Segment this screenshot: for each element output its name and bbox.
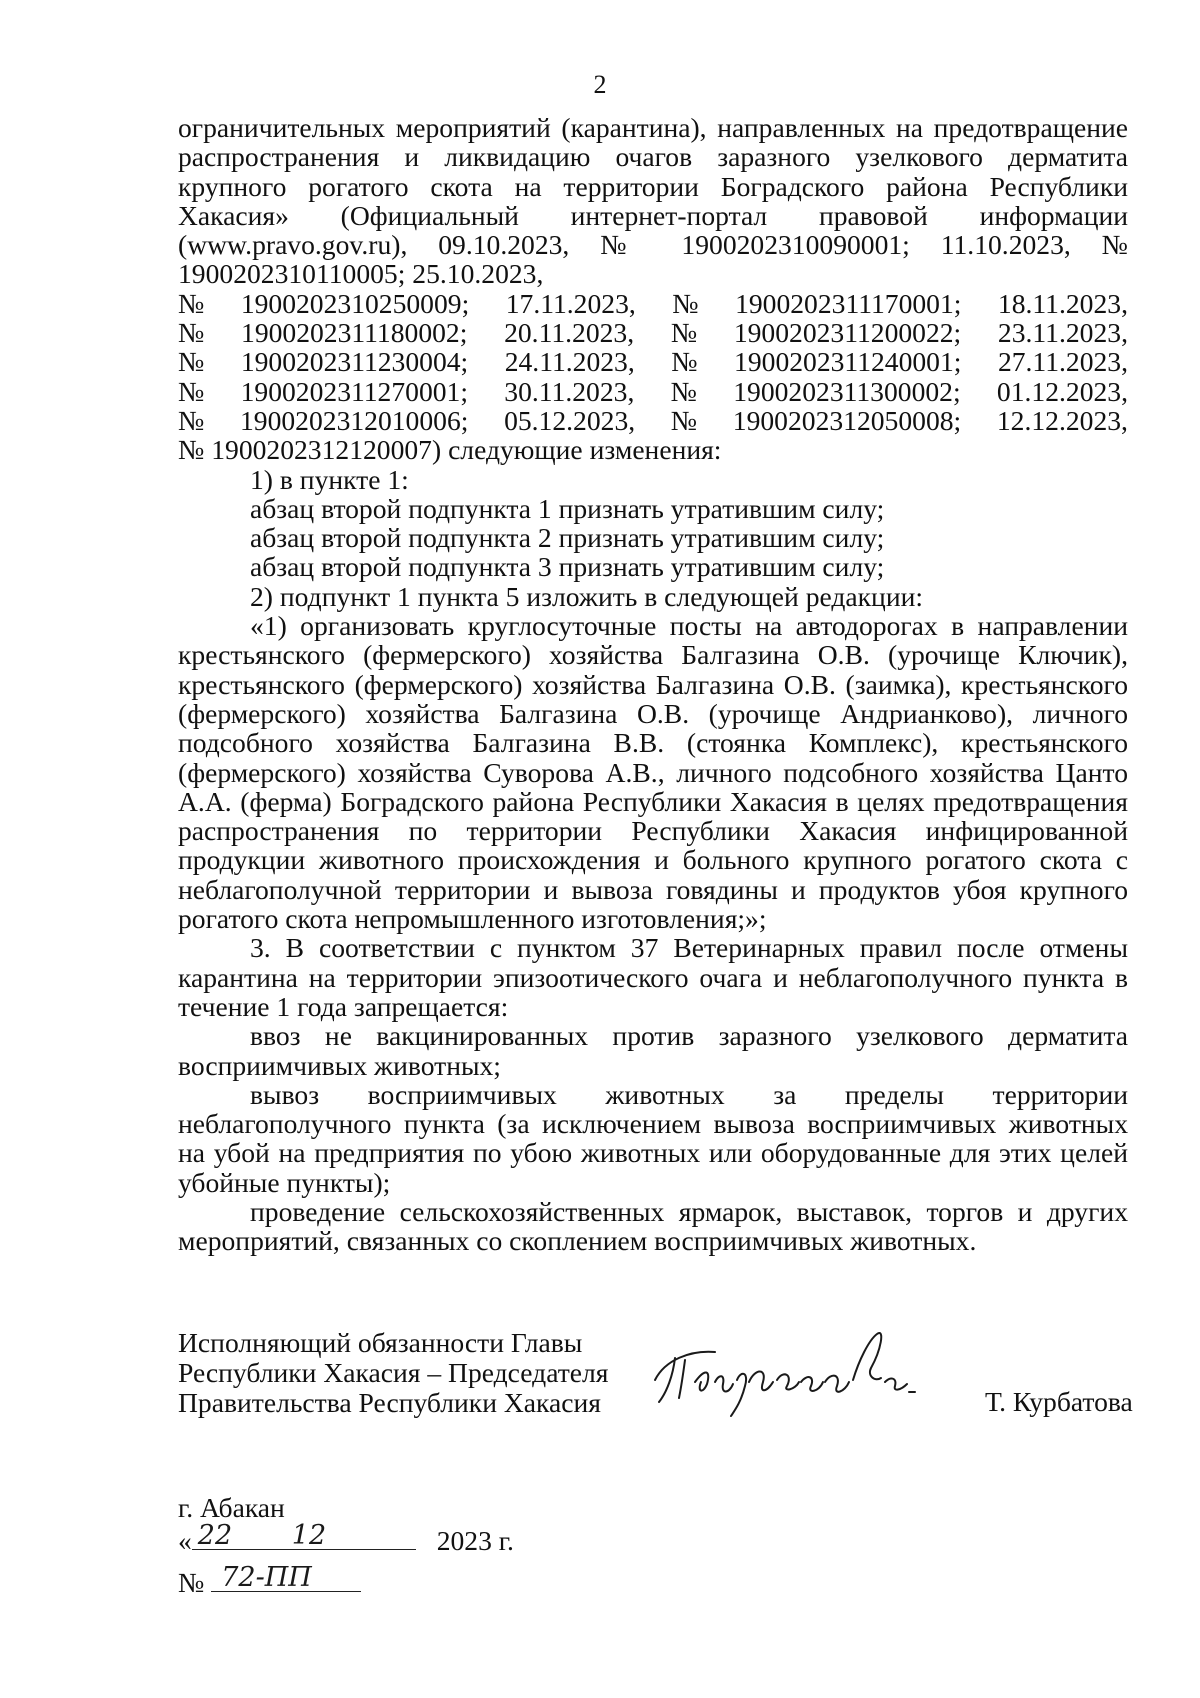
registry-cell: 1900202312050008; bbox=[732, 404, 962, 436]
item-1-c: абзац второй подпункта 3 признать утратившим силу; bbox=[250, 551, 885, 583]
document-body bbox=[178, 113, 1128, 1256]
item-1-b: абзац второй подпункта 2 признать утратившим силу; bbox=[250, 522, 885, 554]
date-day: 22 bbox=[197, 1520, 233, 1551]
registry-cell: № bbox=[178, 317, 205, 349]
registry-cell: 05.12.2023, bbox=[504, 404, 636, 436]
registry-cell: 24.11.2023, bbox=[504, 346, 635, 378]
document-number-line bbox=[178, 1562, 361, 1599]
registry-cell: 17.11.2023, bbox=[505, 287, 636, 319]
registry-cell: 1900202311230004; bbox=[240, 346, 469, 378]
registry-cell: № bbox=[178, 404, 205, 436]
number-field bbox=[211, 1562, 361, 1593]
registry-cell: 12.12.2023, bbox=[996, 404, 1128, 436]
registry-cell: № bbox=[178, 375, 205, 407]
registry-cell: 1900202311240001; bbox=[734, 346, 962, 378]
registry-row bbox=[178, 318, 1128, 347]
registry-cell: 18.11.2023, bbox=[997, 287, 1128, 319]
document-number: 72-ПП bbox=[221, 1562, 312, 1593]
handwritten-signature bbox=[645, 1320, 925, 1420]
date-year: 2023 г. bbox=[436, 1525, 514, 1556]
registry-cell: 23.11.2023, bbox=[997, 317, 1128, 349]
registry-cell: № bbox=[178, 287, 205, 319]
registry-cell: № bbox=[670, 404, 698, 436]
registry-cell: 1900202311200022; bbox=[733, 317, 962, 349]
item-3: 3. В соответствии с пунктом 37 Ветеринарных правил после отмены карантина на территории эпизоотического очага и неблагополучного пункта в течение 1 года запрещается: bbox=[178, 932, 1128, 1022]
registry-cell: 30.11.2023, bbox=[504, 375, 635, 407]
paragraph-intro: ограничительных мероприятий (карантина), направленных на предотвращение распространения и ликвидацию очагов заразного узелкового дерматита крупного рогатого скота на территории Боградского района Республики Хакасия» (Официальный интернет-портал правовой информации (www.pravo.gov.ru), 09.10.2023, № 1900202310090001; 11.10.2023, № 1900202310110005; 25.10.2023, bbox=[178, 112, 1128, 290]
number-label: № bbox=[178, 1567, 205, 1598]
registry-cell: 20.11.2023, bbox=[504, 317, 635, 349]
signatory-title-line: Правительства Республики Хакасия bbox=[178, 1387, 601, 1418]
city: г. Абакан bbox=[178, 1492, 285, 1523]
registry-row bbox=[178, 377, 1128, 406]
date-month: 12 bbox=[291, 1520, 327, 1551]
paragraph-changes-intro: № 1900202312120007) следующие изменения: bbox=[178, 434, 722, 466]
signer-name: Т. Курбатова bbox=[985, 1386, 1133, 1417]
item-1-a: абзац второй подпункта 1 признать утратившим силу; bbox=[250, 492, 885, 524]
signatory-title-line: Исполняющий обязанности Главы bbox=[178, 1327, 583, 1358]
signatory-title-line: Республики Хакасия – Председателя bbox=[178, 1357, 609, 1388]
registry-cell: 1900202311180002; bbox=[241, 317, 468, 349]
item-3-b: вывоз восприимчивых животных за пределы территории неблагополучного пункта (за исключением вывоза восприимчивых животных на убой на предприятия по убою животных или оборудованные для этих целей убойные пункты); bbox=[178, 1078, 1128, 1198]
item-2-quote: «1) организовать круглосуточные посты на автодорогах в направлении крестьянского (фермерского) хозяйства Балгазина О.В. (урочище Ключик), крестьянского (фермерского) хозяйства Балгазина О.В. (заимка), крестьянского (фермерского) хозяйства Балгазина О.В. (урочище Андрианково), личного подсобного хозяйства Балгазина В.В. (стоянка Комплекс), крестьянского (фермерского) хозяйства Суворова А.В., личного подсобного хозяйства Цанто А.А. (ферма) Боградского района Республики Хакасия в целях предотвращения распространения по территории Республики Хакасия инфицированной продукции животного происхождения и больного крупного рогатого скота с неблагополучной территории и вывоза говядины и продуктов убоя крупного рогатого скота непромышленного изготовления;»; bbox=[178, 610, 1128, 935]
registry-cell: 1900202311270001; bbox=[240, 375, 469, 407]
registry-row bbox=[178, 406, 1128, 435]
registry-cell: 27.11.2023, bbox=[997, 346, 1128, 378]
item-3-c: проведение сельскохозяйственных ярмарок, выставок, торгов и других мероприятий, связанных со скоплением восприимчивых животных. bbox=[178, 1195, 1128, 1257]
registry-cell: № bbox=[671, 346, 698, 378]
registry-cell: № bbox=[670, 375, 697, 407]
registry-cell: 1900202312010006; bbox=[239, 404, 469, 436]
date-field bbox=[192, 1520, 416, 1551]
registry-cell: 1900202311170001; bbox=[735, 287, 962, 319]
registry-cell: № bbox=[178, 346, 205, 378]
registry-row bbox=[178, 347, 1128, 376]
registry-cell: 1900202311300002; bbox=[733, 375, 961, 407]
registry-list bbox=[178, 289, 1128, 435]
item-3-a: ввоз не вакцинированных против заразного узелкового дерматита восприимчивых животных; bbox=[178, 1020, 1128, 1081]
item-2: 2) подпункт 1 пункта 5 изложить в следующей редакции: bbox=[250, 580, 924, 612]
registry-cell: 1900202310250009; bbox=[240, 287, 470, 319]
registry-cell: 01.12.2023, bbox=[996, 375, 1128, 407]
signatory-title bbox=[178, 1328, 609, 1418]
registry-cell: № bbox=[670, 317, 698, 349]
registry-row bbox=[178, 289, 1128, 318]
item-1: 1) в пункте 1: bbox=[250, 463, 409, 495]
page-number: 2 bbox=[593, 70, 607, 99]
date-line bbox=[178, 1520, 514, 1557]
registry-cell: № bbox=[672, 287, 699, 319]
date-open-quote: « bbox=[178, 1525, 192, 1556]
